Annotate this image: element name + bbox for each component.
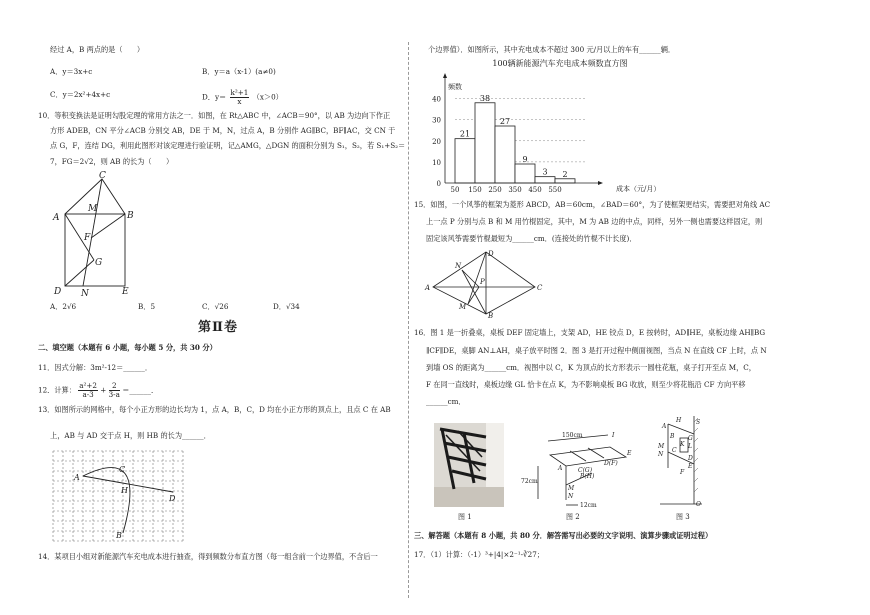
fig2-label-12cm: 12cm bbox=[580, 502, 597, 509]
fig2-caption: 图 2 bbox=[566, 513, 580, 521]
q10-option-d: D．√34 bbox=[273, 302, 300, 311]
fig15-label-n: N bbox=[455, 262, 462, 270]
bar-550 bbox=[555, 179, 575, 183]
q12-numerator-2: 2 bbox=[109, 382, 120, 391]
bar-value-label: 9 bbox=[522, 155, 528, 164]
bar-50 bbox=[455, 139, 475, 183]
fig13-label-a: A bbox=[74, 473, 80, 482]
fig10-label-c: C bbox=[99, 171, 106, 181]
fig3-label-s: S bbox=[696, 419, 701, 426]
q9-option-d-prefix: D．y＝ bbox=[202, 92, 227, 102]
fig15-label-a: A bbox=[425, 284, 431, 292]
fig1-caption: 图 1 bbox=[458, 513, 472, 521]
histogram-chart bbox=[420, 56, 680, 196]
q14-line-2: 个边界值）．如图所示，其中充电成本不超过 300 元/月以上的车有______辆． bbox=[428, 45, 676, 54]
q12-numerator-1: a²+2 bbox=[79, 381, 97, 390]
y-axis-arrow bbox=[443, 73, 447, 78]
q12-fraction-2 bbox=[109, 382, 120, 399]
x-tick-label: 50 bbox=[450, 186, 460, 194]
fig15-label-m: M bbox=[459, 303, 467, 311]
y-tick-label: 30 bbox=[432, 116, 441, 125]
table-crease-1 bbox=[570, 451, 586, 461]
q12: 12．计算： $\frac{\text{a²+2}}{a-3}$ + $\frac{2}{3-a}$ ＝______． bbox=[38, 381, 159, 399]
fig3-label-n: N bbox=[658, 451, 664, 458]
x-tick-label: 550 bbox=[548, 186, 562, 194]
chart-bars bbox=[455, 94, 575, 183]
column-divider bbox=[408, 42, 409, 598]
fig10-label-a: A bbox=[53, 213, 60, 223]
q15-line-3: 固定该风筝需要竹棍最短为______cm．(连接处的竹棍不计长度)． bbox=[426, 234, 637, 243]
fig3-label-c: C bbox=[672, 447, 677, 454]
chart-title: 100辆新能源汽车充电成本频数直方图 bbox=[492, 59, 628, 68]
q10-line-2: 方形 ADEB，CN 平分∠ACB 分别交 AB，DE 于 M，N，过点 A，B 分别作 AG∥BC，BF∥AC，交 CN 于 bbox=[50, 126, 396, 135]
q13-grid-figure bbox=[50, 448, 186, 544]
bar-value-label: 21 bbox=[459, 129, 471, 139]
x-tick-label: 250 bbox=[488, 186, 502, 194]
q15-line-1: 15．如图，一个风筝的框架为菱形 ABCD，AB＝60cm，∠BAD＝60°，为了使框架更结实，需要把对角线 AC bbox=[414, 200, 771, 209]
q9-option-d-fraction bbox=[230, 89, 250, 106]
bar-value-label: 38 bbox=[479, 93, 491, 103]
q15-line-2: 上一点 P 分别与点 B 和 M 用竹棍固定，其中，M 为 AB 边的中点，同样，另外一侧也需要这样固定，则 bbox=[426, 217, 763, 226]
fig2-label-df: D(F) bbox=[604, 460, 618, 467]
q10-option-a: A．2√6 bbox=[50, 302, 77, 311]
q12-suffix: ＝______． bbox=[122, 385, 159, 395]
fig1-table-photo bbox=[434, 423, 504, 507]
q9-option-c: C．y＝2x²+4x+c bbox=[50, 90, 111, 99]
fig3-label-h: H bbox=[676, 417, 682, 424]
fig2-label-e: E bbox=[627, 450, 632, 457]
line-dg bbox=[65, 260, 94, 286]
q11: 11．因式分解：3m²-12＝______． bbox=[38, 363, 153, 372]
bar-value-label: 2 bbox=[562, 169, 568, 179]
q16-line-3: 到墙 OS 的距离为______cm．视图中以 C，K 为顶点的长方形表示一圆柱花瓶，桌子打开至点 M，C， bbox=[426, 363, 756, 372]
fig2-label-i: I bbox=[612, 432, 615, 439]
fig15-label-p: P bbox=[480, 278, 485, 286]
q10-line-1: 10．等积变换法是证明勾股定理的常用方法之一．如图，在 Rt△ABC 中，∠ACB＝90°，以 AB 为边向下作正 bbox=[38, 111, 391, 120]
q9-option-a: A．y＝3x+c bbox=[50, 67, 93, 76]
fig2-label-n: N bbox=[568, 493, 574, 500]
square-adeb bbox=[65, 214, 125, 286]
fig15-label-c: C bbox=[537, 284, 543, 292]
fig3-side-view bbox=[652, 412, 712, 510]
bar-350 bbox=[515, 164, 535, 183]
q13-line-1: 13．如图所示的网格中，每个小正方形的边长均为 1，点 A，B，C，D 均在小正方形的顶点上，且点 C 在 AB bbox=[38, 405, 391, 414]
x-tick-label: 350 bbox=[508, 186, 522, 194]
q12-prefix: 12．计算： bbox=[38, 385, 76, 395]
fig3-label-l: L bbox=[688, 443, 692, 450]
q9-option-d-denominator: x bbox=[237, 97, 242, 106]
fig10-label-b: B bbox=[127, 211, 134, 221]
q9-option-d-suffix: （x＞0） bbox=[252, 92, 283, 102]
fig3-label-b: B bbox=[670, 433, 675, 440]
fig2-label-a: A bbox=[558, 465, 563, 472]
q16-line-4: F 在同一直线时，桌板边缘 GL 恰卡在点 K，为不影响桌板 BG 收放，则至少将花瓶沿 CF 方向平移 bbox=[426, 380, 746, 389]
chart-x-label: 成本（元/月） bbox=[616, 185, 661, 193]
fig13-label-b: B bbox=[116, 531, 122, 540]
section-3-heading: 三、解答题（本题有 8 小题，共 80 分．解答需写出必要的文字说明、演算步骤或证明过程） bbox=[414, 531, 713, 540]
q17: 17．（1）计算：（-1）³+|4|×2⁻¹-∛27； bbox=[414, 550, 544, 559]
q10-line-3: 点 G，F，连结 DG，利用此图形对该定理进行验证明，记△AMG，△DGN 的面积分别为 S₁，S₂，若 S₁+S₂＝ bbox=[50, 141, 406, 150]
fig3-label-o: O bbox=[696, 501, 701, 508]
y-tick-label: 0 bbox=[436, 180, 441, 188]
fig15-label-b: B bbox=[488, 312, 494, 318]
fig3-label-g: G bbox=[688, 435, 693, 442]
q10-option-b: B．5 bbox=[138, 302, 156, 311]
bar-250 bbox=[495, 126, 515, 183]
q15-kite-figure bbox=[424, 248, 548, 318]
fig13-label-c: C bbox=[119, 465, 126, 474]
bar-450 bbox=[535, 177, 555, 183]
q16-line-5: ______cm． bbox=[426, 397, 466, 406]
fig2-label-bh: B(H) bbox=[580, 473, 595, 480]
q16-line-2: ∥CF∥DE，桌脚 AN⊥AH，桌子放平时图 2．图 3 是打开过程中侧面视图，当点 N 在直线 CF 上时，点 N bbox=[426, 346, 767, 355]
q9-option-b: B．y＝a（x-1）(a≠0) bbox=[202, 67, 276, 76]
q9-option-d-numerator: k²+1 bbox=[230, 88, 249, 97]
q12-denominator-1: a-3 bbox=[82, 390, 94, 399]
section-2-title: 第Ⅱ卷 bbox=[198, 320, 238, 335]
fig2-label-72cm: 72cm bbox=[521, 478, 538, 485]
q9-tail: 经过 A，B 两点的是（ ） bbox=[50, 45, 145, 54]
stick-mp bbox=[468, 287, 479, 304]
q10-figure bbox=[44, 168, 144, 298]
fig3-label-f: F bbox=[680, 469, 685, 476]
table-crease-2 bbox=[588, 448, 604, 458]
fig2-table-sketch bbox=[520, 425, 638, 510]
bar-value-label: 27 bbox=[499, 117, 511, 126]
fig3-label-e: E bbox=[688, 463, 693, 470]
fig10-label-m: M bbox=[88, 204, 98, 214]
fig2-label-m: M bbox=[568, 485, 575, 492]
fig3-label-d: D bbox=[688, 455, 693, 462]
q13-line-2: 上，AB 与 AD 交于点 H，则 HB 的长为______． bbox=[50, 431, 211, 440]
q10-line-4: 7，FG＝2√2，则 AB 的长为（ ） bbox=[50, 157, 174, 166]
fig2-label-cg: C(G) bbox=[578, 467, 593, 474]
y-tick-label: 10 bbox=[432, 158, 441, 167]
fig13-label-h: H bbox=[121, 486, 128, 495]
fig3-label-k: K bbox=[680, 441, 685, 448]
fig3-label-a: A bbox=[662, 423, 667, 430]
section-2-heading: 二、填空题（本题有 6 小题，每小题 5 分，共 30 分） bbox=[38, 343, 217, 352]
fig3-label-m: M bbox=[658, 443, 665, 450]
q16-line-1: 16．图 1 是一折叠桌，桌板 DEF 固定墙上，支架 AD，HE 铰点 D，E 按转时，AD∥HE，桌板边缘 AH∥BG bbox=[414, 328, 766, 337]
fig13-label-d: D bbox=[169, 494, 176, 503]
dotted-grid bbox=[53, 451, 183, 541]
fig3-caption: 图 3 bbox=[676, 513, 690, 521]
q9-option-d bbox=[202, 89, 283, 106]
fig1-table-drawing bbox=[434, 423, 504, 507]
line-bf bbox=[91, 214, 125, 238]
q14-line-1: 14．某项目小组对新能源汽车充电成本进行抽查，得到频数分布直方图（每一组含前一个边界值，不含后一 bbox=[38, 552, 378, 561]
bar-value-label: 3 bbox=[542, 167, 548, 177]
y-tick-label: 20 bbox=[432, 137, 441, 146]
fig2-label-150cm: 150cm bbox=[562, 432, 583, 439]
fig10-label-d: D bbox=[54, 287, 62, 297]
fig15-label-d: D bbox=[488, 250, 494, 258]
x-tick-label: 450 bbox=[528, 186, 542, 194]
fig10-label-e: E bbox=[122, 287, 129, 297]
fig10-label-g: G bbox=[95, 258, 103, 268]
y-tick-label: 40 bbox=[432, 95, 441, 104]
chart-y-label: 频数 bbox=[448, 83, 462, 91]
x-tick-label: 150 bbox=[468, 186, 482, 194]
q12-denominator-2: 3-a bbox=[108, 390, 120, 399]
fig10-label-n: N bbox=[81, 289, 89, 298]
q10-option-c: C．√26 bbox=[202, 302, 229, 311]
bar-150 bbox=[475, 103, 495, 183]
x-axis-arrow bbox=[598, 181, 603, 185]
q12-fraction-1 bbox=[78, 382, 98, 399]
fig10-label-f: F bbox=[84, 233, 91, 243]
